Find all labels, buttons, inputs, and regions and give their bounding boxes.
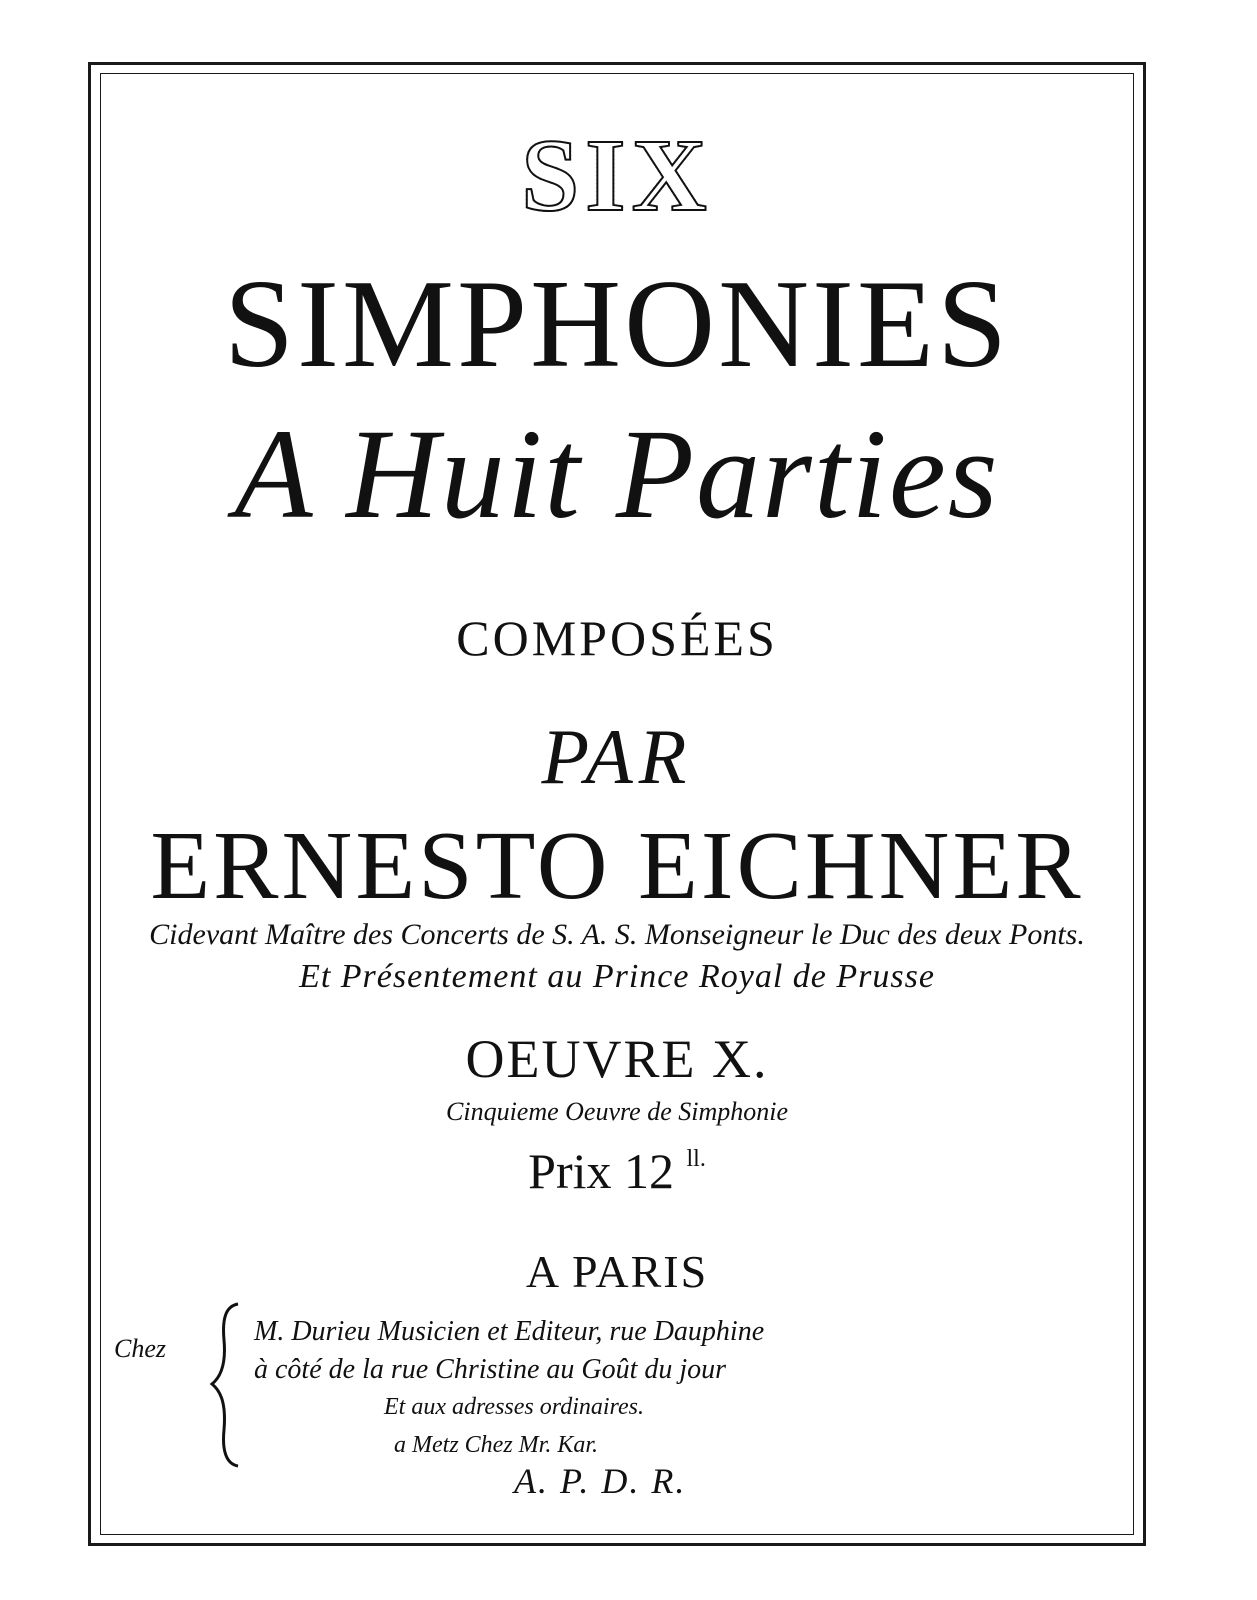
title-parties: A Huit Parties — [234, 403, 1000, 545]
curly-brace-icon — [208, 1300, 248, 1470]
city: A PARIS — [525, 1246, 709, 1297]
address-line4: a Metz Chez Mr. Kar. — [394, 1432, 599, 1458]
title-composees: COMPOSÉES — [456, 610, 778, 666]
address-line3: Et aux adresses ordinaires. — [384, 1394, 644, 1420]
address-line1: M. Durieu Musicien et Editeur, rue Dauphine — [254, 1316, 765, 1347]
price-unit: ll. — [686, 1146, 706, 1172]
price — [100, 1142, 1134, 1200]
price-text: Prix 12 — [528, 1143, 674, 1199]
opus-note: Cinquieme Oeuvre de Simphonie — [446, 1097, 788, 1126]
composer-description-line1: Cidevant Maître des Concerts de S. A. S. Monseigneur le Duc des deux Ponts. — [149, 918, 1085, 951]
opus-number: OEUVRE X. — [465, 1029, 769, 1089]
composer-description-line2: Et Présentement au Prince Royal de Prusse — [299, 958, 935, 995]
title-simphonies: SIMPHONIES — [223, 255, 1011, 394]
composer-name: ERNESTO EICHNER — [150, 812, 1084, 920]
chez-label: Chez — [114, 1334, 166, 1363]
title-six: SIX — [100, 124, 1134, 228]
privilege-mark: A. P. D. R. — [514, 1461, 687, 1501]
address-line2: à côté de la rue Christine au Goût du jour — [254, 1354, 727, 1385]
title-par: PAR — [541, 713, 693, 800]
